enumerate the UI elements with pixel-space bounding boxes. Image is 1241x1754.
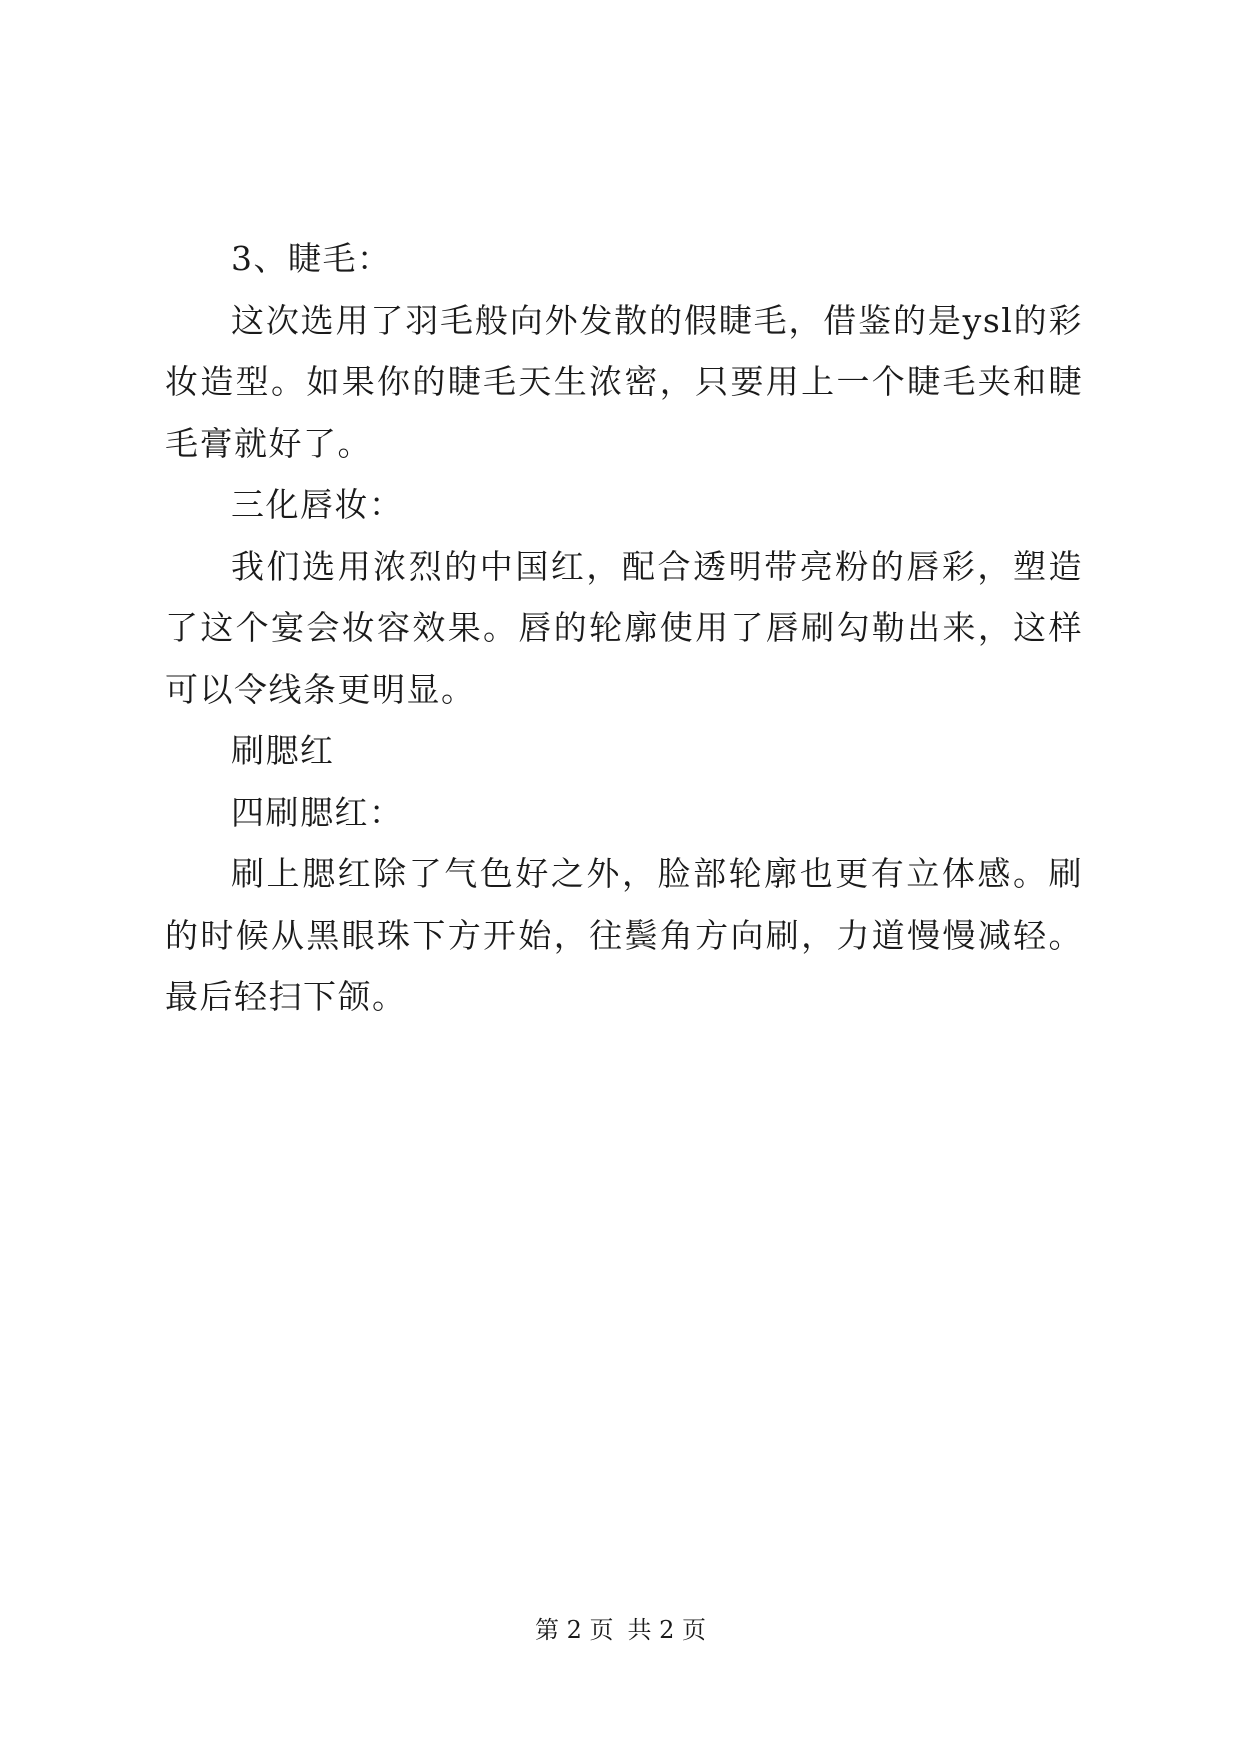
paragraph-eyelash-body: 这次选用了羽毛般向外发散的假睫毛，借鉴的是ysl的彩妆造型。如果你的睫毛天生浓密，只要用上一个睫毛夹和睫毛膏就好了。: [165, 300, 1083, 463]
page-footer: [0, 1610, 1241, 1645]
paragraph-eyelash-heading: 3、睫毛：: [231, 239, 392, 278]
paragraph-lip-body: 我们选用浓烈的中国红，配合透明带亮粉的唇彩，塑造了这个宴会妆容效果。唇的轮廓使用了唇刷勾勒出来，这样可以令线条更明显。: [165, 546, 1083, 709]
page-total: 共 2 页: [627, 1616, 707, 1644]
paragraph-blush-heading: 四刷腮红：: [231, 792, 404, 832]
paragraph-blush-title: 刷腮红: [231, 731, 335, 770]
paragraph-lip-heading: 三化唇妆：: [231, 485, 404, 524]
page-number: 第 2 页: [534, 1616, 614, 1644]
document-body: [165, 228, 1083, 1028]
paragraph-blush-body: 刷上腮红除了气色好之外，脸部轮廓也更有立体感。刷的时候从黑眼珠下方开始，往鬓角方向刷，力道慢慢减轻。最后轻扫下颌。: [165, 854, 1083, 1016]
